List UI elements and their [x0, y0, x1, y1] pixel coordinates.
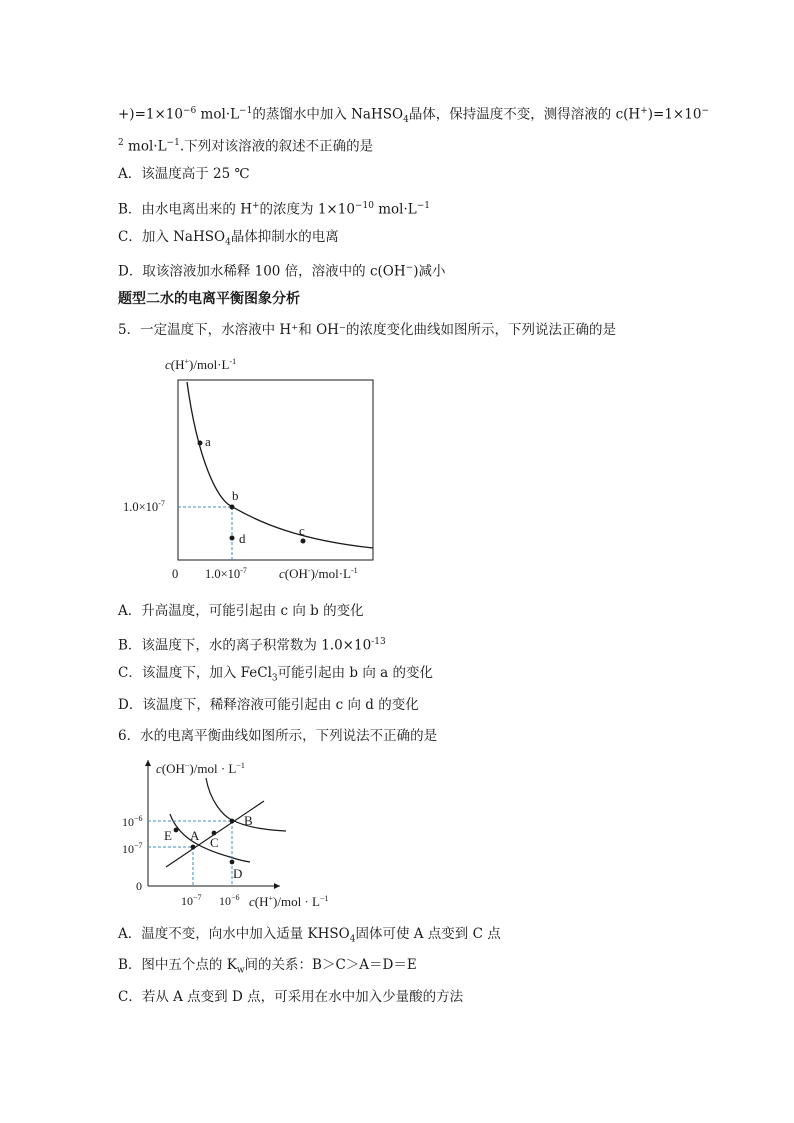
q5-x-axis-label: $c(OH^-)/mol\cdot L^{-1}$ [279, 566, 358, 581]
q6-x-tick-1e-6: $10^{-6}$ [219, 893, 240, 908]
q6-x-axis-label: $c(H^+)/mol \cdot L^{-1}$ [249, 894, 329, 909]
q6-origin-label: 0 [136, 879, 142, 893]
q6-chart [118, 756, 358, 916]
q4-text: 晶体抑制水的电离 [230, 229, 339, 245]
q5-sub: 3 [271, 673, 278, 684]
q5-text: B．该温度下，水的离子积常数为 1.0×10 [118, 637, 372, 654]
q6-y-tick-1e-7: $10^{-7}$ [122, 841, 143, 856]
q6-point-b [230, 819, 235, 824]
q5-text: 可能引起由 b 向 a 的变化 [277, 665, 433, 681]
q5-point-d [230, 536, 235, 541]
q6-point-a [191, 845, 196, 850]
q4-sup: − [701, 106, 709, 116]
q5-text: C．该温度下，加入 FeCl [118, 665, 272, 681]
section-title: 题型二水的电离平衡图象分析 [118, 291, 300, 307]
q6-y-axis-label: $c(OH^-)/mol \cdot L^{-1}$ [156, 761, 245, 776]
q5-option-d: D．该温度下，稀释溶液可能引起由 c 向 d 的变化 [118, 697, 419, 713]
q4-text: )减小 [413, 263, 446, 280]
q6-point-d [230, 860, 235, 865]
q5-isotherm-curve [187, 382, 373, 548]
q6-option-c: C．若从 A 点变到 D 点，可采用在水中加入少量酸的方法 [118, 989, 464, 1005]
q4-option-a: A．该温度高于 25 ℃ [118, 166, 250, 182]
q4-sup: + [252, 201, 260, 211]
q4-sub: 4 [403, 115, 409, 126]
q5-y-axis-label: $c(H^+)/mol\cdot L^{-1}$ [165, 357, 237, 372]
q5-origin-label: 0 [172, 567, 179, 581]
q6-option-a [118, 925, 501, 949]
q6-text: 固体可使 A 点变到 C 点 [355, 926, 501, 942]
q4-text: mol·L [123, 138, 167, 155]
q5-point-a [198, 441, 203, 446]
q5-option-a: A．升高温度，可能引起由 c 向 b 的变化 [118, 603, 364, 619]
q5-chart [118, 352, 388, 592]
q6-sub: w [236, 965, 245, 976]
q5-x-tick-label: $1.0\times 10^{-7}$ [205, 566, 247, 581]
q5-stem: 5．一定温度下，水溶液中 H⁺和 OH⁻的浓度变化曲线如图所示，下列说法正确的是 [118, 322, 617, 338]
q4-sub: 4 [225, 237, 231, 248]
q4-text: B．由水电离出来的 H [118, 201, 252, 218]
q4-sup: − [405, 263, 414, 273]
q5-label-b: b [232, 488, 239, 503]
q4-text: D．取该溶液加水稀释 100 倍，溶液中的 c(OH [118, 263, 406, 280]
q5-sup: -13 [371, 637, 386, 647]
q6-option-b [118, 956, 417, 980]
q4-text: )=1×10 [647, 106, 702, 123]
q4-text: 晶体，保持温度不变，测得溶液的 c(H [408, 106, 641, 123]
q6-stem: 6．水的电离平衡曲线如图所示，下列说法不正确的是 [118, 728, 438, 744]
q6-label-d: D [233, 866, 243, 881]
q5-label-d: d [239, 531, 246, 546]
q4-sup: 2 [118, 138, 124, 148]
q6-text: 间的关系：B＞C＞A＝D＝E [244, 957, 417, 973]
q4-stem-line2 [118, 134, 373, 156]
q4-text: 的蒸馏水中加入 NaHSO [252, 106, 404, 123]
q5-label-a: a [205, 434, 211, 449]
q6-label-a: A [190, 828, 200, 843]
q4-text: C．加入 NaHSO [118, 229, 226, 245]
q6-point-e [174, 828, 179, 833]
q4-sup: −1 [166, 138, 180, 148]
q4-sup: −1 [239, 106, 253, 116]
q6-x-tick-1e-7: $10^{-7}$ [181, 893, 202, 908]
q6-y-tick-1e-6: $10^{-6}$ [122, 814, 143, 829]
q4-text: mol·L [373, 201, 417, 218]
q4-option-b [118, 197, 430, 219]
q6-label-e: E [164, 828, 172, 843]
q5-point-c [301, 539, 306, 544]
q6-sub: 4 [349, 934, 356, 945]
q5-option-b [118, 633, 386, 655]
q4-sup: −6 [182, 106, 197, 116]
q6-text: A．温度不变，向水中加入适量 KHSO [118, 926, 350, 942]
q4-text: .下列对该溶液的叙述不正确的是 [179, 138, 374, 155]
q4-sup: −10 [354, 201, 374, 211]
q4-text: 的浓度为 1×10 [259, 201, 355, 218]
q4-sup: −1 [416, 201, 430, 211]
q6-label-c: C [210, 835, 219, 850]
q5-point-b [230, 505, 235, 510]
q6-text: B．图中五个点的 K [118, 957, 237, 973]
q4-stem-line1 [118, 102, 709, 129]
q4-text: mol·L [196, 106, 240, 123]
q5-option-c [118, 664, 433, 688]
q4-option-c [118, 228, 339, 252]
q4-sup: + [640, 106, 648, 116]
q5-y-tick-label: $1.0\times 10^{-7}$ [123, 499, 165, 514]
q4-option-d [118, 259, 445, 281]
q5-label-c: c [299, 523, 305, 538]
q6-label-b: B [244, 813, 253, 828]
q4-text: +)=1×10 [118, 106, 183, 123]
